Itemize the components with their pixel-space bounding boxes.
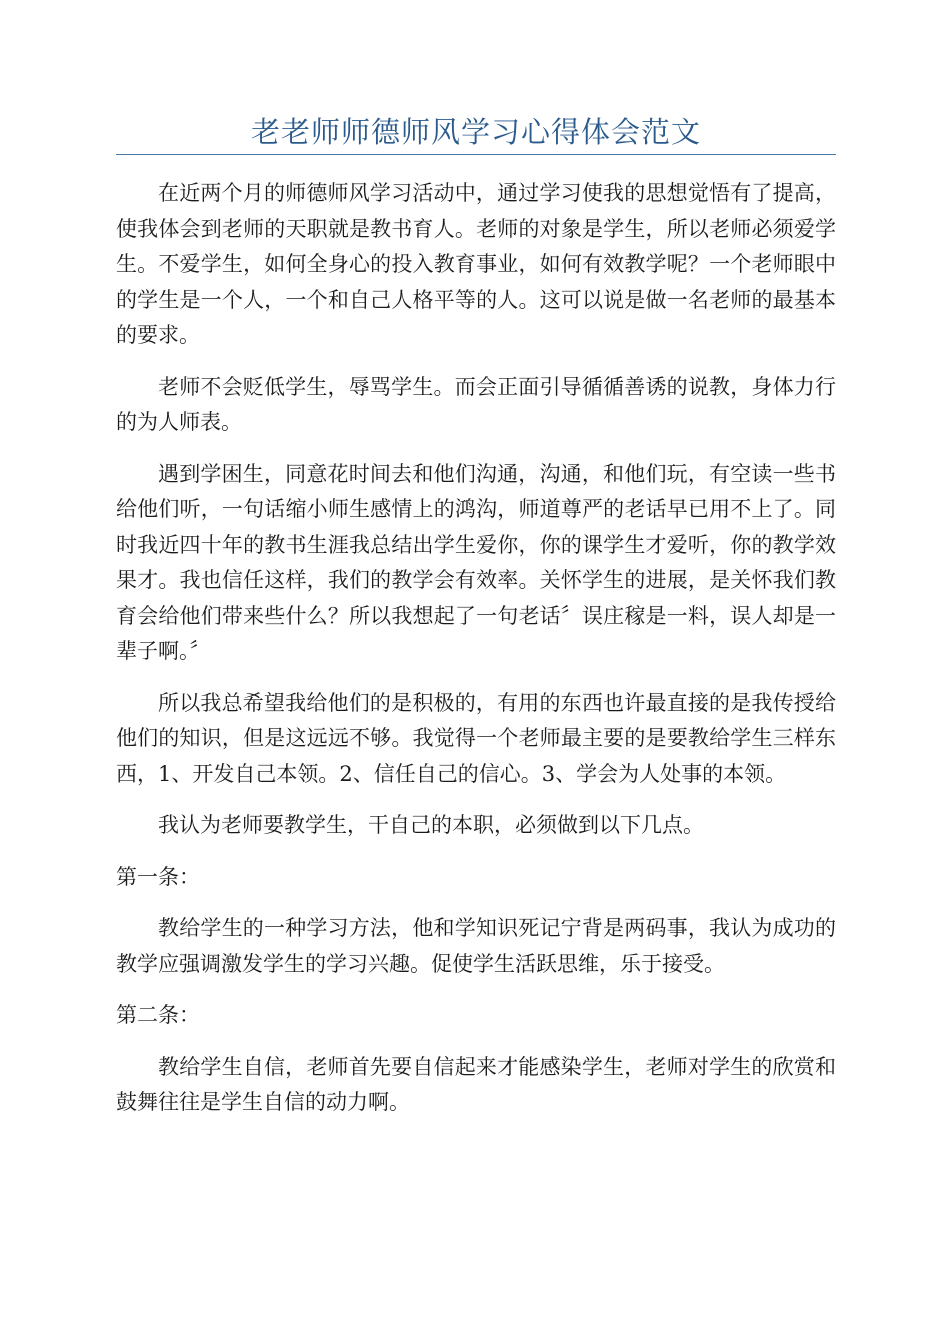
body-paragraph: 教给学生自信，老师首先要自信起来才能感染学生，老师对学生的欣赏和鼓舞往往是学生自信的动力啊。 bbox=[116, 1054, 836, 1114]
section-heading: 第一条： bbox=[116, 864, 200, 889]
title-underline bbox=[116, 154, 836, 155]
document-page bbox=[116, 0, 836, 1137]
body-paragraph: 所以我总希望我给他们的是积极的，有用的东西也许最直接的是我传授给他们的知识，但是这远远不够。我觉得一个老师最主要的是要教给学生三样东西，1、开发自己本领。2、信任自己的信心。3、学会为人处事的本领。 bbox=[116, 690, 836, 786]
document-title: 老老师师德师风学习心得体会范文 bbox=[250, 115, 701, 149]
document-body bbox=[116, 176, 836, 1121]
section-heading: 第二条： bbox=[116, 1003, 200, 1027]
body-paragraph: 遇到学困生，同意花时间去和他们沟通，沟通，和他们玩，有空读一些书给他们听，一句话缩小师生感情上的鸿沟，师道尊严的老话早已用不上了。同时我近四十年的教书生涯我总结出学生爱你，你的课学生才爱听，你的教学效果才。我也信任这样，我们的教学会有效率。关怀学生的进展，是关怀我们教育会给他们带来些什么？所以我想起了一句老话〞误庄稼是一料，误人却是一辈子啊。〞 bbox=[116, 461, 836, 663]
body-paragraph: 在近两个月的师德师风学习活动中，通过学习使我的思想觉悟有了提高，使我体会到老师的天职就是教书育人。老师的对象是学生，所以老师必须爱学生。不爱学生，如何全身心的投入教育事业，如何有效教学呢？一个老师眼中的学生是一个人，一个和自己人格平等的人。这可以说是做一名老师的最基本的要求。 bbox=[116, 181, 836, 347]
body-paragraph: 教给学生的一种学习方法，他和学知识死记宁背是两码事，我认为成功的教学应强调激发学生的学习兴趣。促使学生活跃思维，乐于接受。 bbox=[116, 916, 836, 976]
body-paragraph: 我认为老师要教学生，干自己的本职，必须做到以下几点。 bbox=[158, 813, 704, 837]
body-paragraph: 老师不会贬低学生，辱骂学生。而会正面引导循循善诱的说教，身体力行的为人师表。 bbox=[116, 374, 836, 434]
